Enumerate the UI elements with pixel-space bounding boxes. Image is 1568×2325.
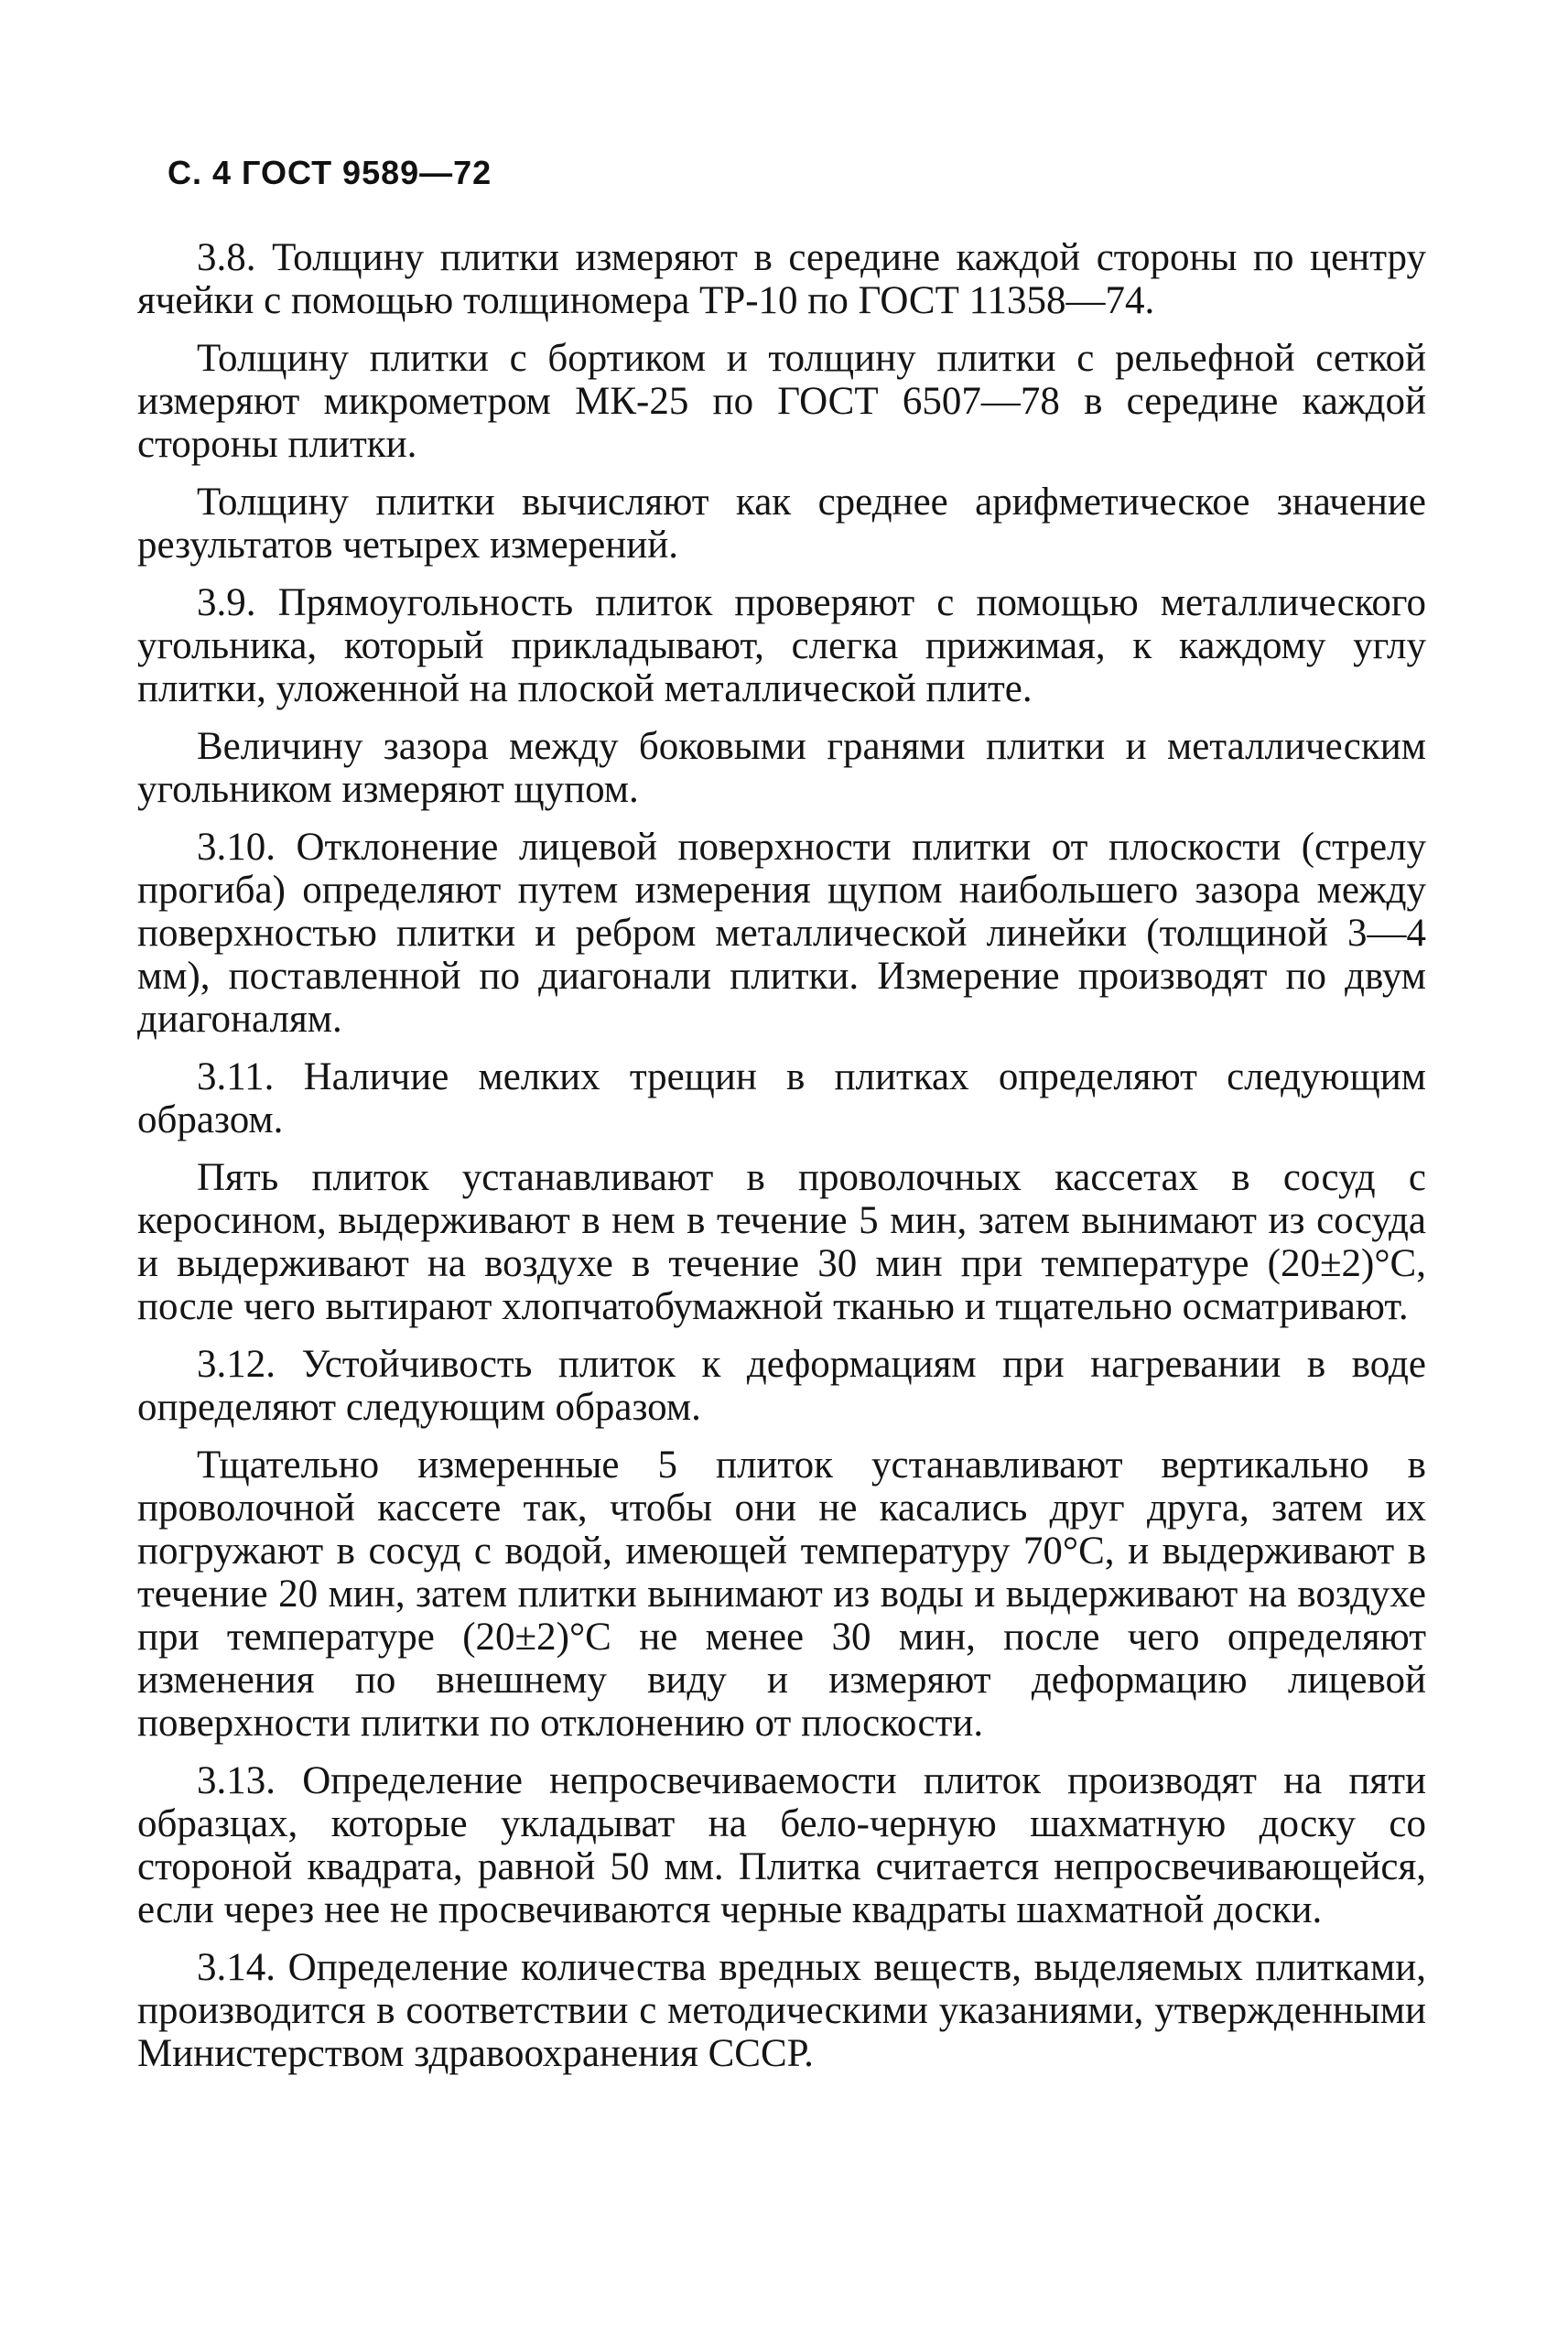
paragraph-3-9-gap: Величину зазора между боковыми гранями плитки и металлическим угольником измеряют щупом.	[137, 725, 1426, 811]
document-body	[137, 236, 1426, 2090]
paragraph-3-12: 3.12. Устойчивость плиток к деформациям при нагревании в воде определяют следующим образом.	[137, 1343, 1426, 1429]
page-header: С. 4 ГОСТ 9589—72	[168, 154, 492, 191]
paragraph-3-11: 3.11. Наличие мелких трещин в плитках определяют следующим образом.	[137, 1055, 1426, 1141]
paragraph-3-11-procedure: Пять плиток устанавливают в проволочных кассетах в сосуд с керосином, выдерживают в нем в течение 5 мин, затем вынимают из сосуда и выдерживают на воздухе в течение 30 мин при температуре (20±2)°С, после чего вытирают хлопчатобумажной тканью и тщательно осматривают.	[137, 1156, 1426, 1328]
paragraph-3-13: 3.13. Определение непросвечиваемости плиток производят на пяти образцах, которые укладыват на бело-черную шахматную доску со стороной квадрата, равной 50 мм. Плитка считается непросвечивающейся, если через нее не просвечиваются черные квадраты шахматной доски.	[137, 1759, 1426, 1931]
paragraph-3-8-thickness-rim: Толщину плитки с бортиком и толщину плитки с рельефной сеткой измеряют микрометром МК-25 по ГОСТ 6507—78 в середине каждой стороны плитки.	[137, 337, 1426, 466]
paragraph-3-9: 3.9. Прямоугольность плиток проверяют с помощью металлического угольника, который прикладывают, слегка прижимая, к каждому углу плитки, уложенной на плоской металлической плите.	[137, 581, 1426, 710]
paragraph-3-8-average: Толщину плитки вычисляют как среднее арифметическое значение результатов четырех измерений.	[137, 481, 1426, 567]
paragraph-3-8: 3.8. Толщину плитки измеряют в середине каждой стороны по центру ячейки с помощью толщиномера ТР-10 по ГОСТ 11358—74.	[137, 236, 1426, 322]
paragraph-3-14: 3.14. Определение количества вредных веществ, выделяемых плитками, производится в соответствии с методическими указаниями, утвержденными Министерством здравоохранения СССР.	[137, 1946, 1426, 2075]
paragraph-3-12-procedure: Тщательно измеренные 5 плиток устанавливают вертикально в проволочной кассете так, чтобы они не касались друг друга, затем их погружают в сосуд с водой, имеющей температуру 70°С, и выдерживают в течение 20 мин, затем плитки вынимают из воды и выдерживают на воздухе при температуре (20±2)°С не менее 30 мин, после чего определяют изменения по внешнему виду и измеряют деформацию лицевой поверхности плитки по отклонению от плоскости.	[137, 1444, 1426, 1745]
paragraph-3-10: 3.10. Отклонение лицевой поверхности плитки от плоскости (стрелу прогиба) определяют путем измерения щупом наибольшего зазора между поверхностью плитки и ребром металлической линейки (толщиной 3—4 мм), поставленной по диагонали плитки. Измерение производят по двум диагоналям.	[137, 826, 1426, 1041]
